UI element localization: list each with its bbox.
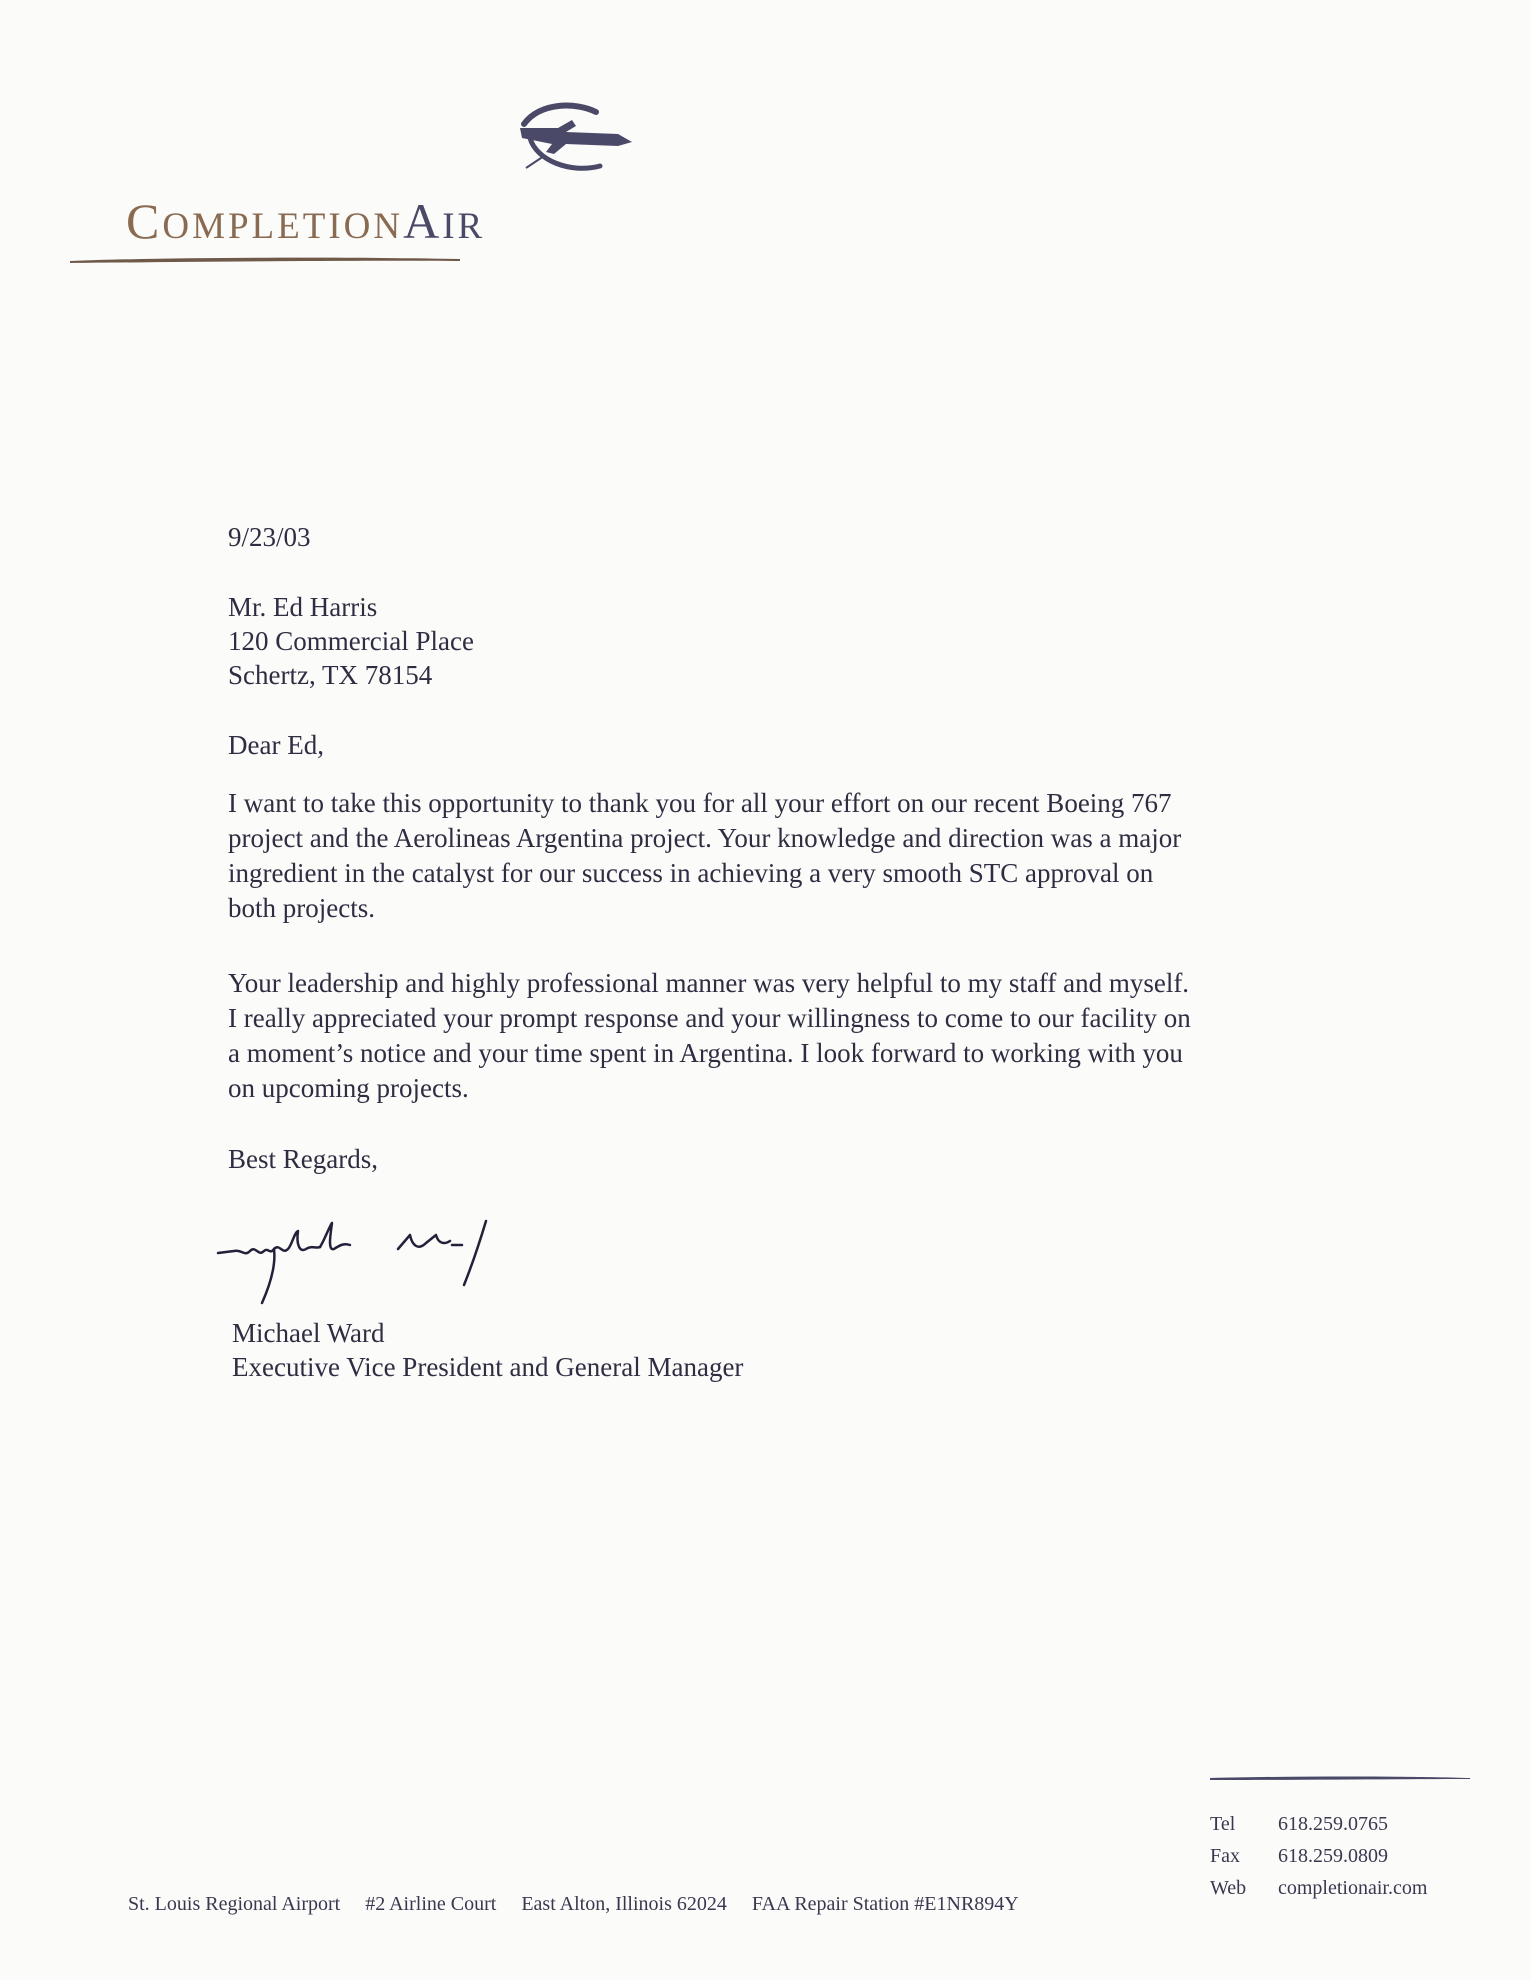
signer-title: Executive Vice President and General Manager [232, 1352, 744, 1382]
airplane-orbit-logo-icon [500, 98, 640, 188]
brand-wordmark: COMPLETIONAIR [126, 193, 486, 249]
contact-label: Web [1210, 1877, 1247, 1899]
contact-label: Fax [1210, 1845, 1240, 1867]
recipient-street: 120 Commercial Place [228, 626, 474, 656]
brand-first-rest: OMPLETION [162, 206, 404, 247]
footer-address [128, 1893, 1039, 1916]
contact-label: Tel [1210, 1813, 1236, 1835]
footer-address-airport: St. Louis Regional Airport [128, 1893, 341, 1915]
contact-value: 618.259.0765 [1278, 1813, 1388, 1835]
contact-row-web [1210, 1872, 1427, 1904]
contact-row-fax [1210, 1840, 1427, 1872]
footer-rule [1210, 1775, 1470, 1781]
recipient-city: Schertz, TX 78154 [228, 660, 433, 690]
paragraph-2: Your leadership and highly professional manner was very helpful to my staff and myself. I really appreciated your prompt response and your willingness to come to our facility on a moment’s notice and your time spent in Argentina. I look forward to working with you on upcoming projects. [228, 968, 1191, 1103]
signer-name: Michael Ward [232, 1318, 385, 1348]
letter-date: 9/23/03 [228, 522, 311, 552]
signer-block [232, 1316, 743, 1384]
footer-repair-station: FAA Repair Station #E1NR894Y [751, 1893, 1019, 1915]
brand-underline [70, 255, 460, 265]
contact-row-tel [1210, 1808, 1427, 1840]
footer-address-street: #2 Airline Court [365, 1893, 497, 1915]
contact-value: completionair.com [1278, 1877, 1428, 1899]
recipient-name: Mr. Ed Harris [228, 592, 378, 622]
contact-value: 618.259.0809 [1278, 1845, 1388, 1867]
footer-address-city: East Alton, Illinois 62024 [521, 1893, 727, 1915]
handwritten-signature [212, 1215, 552, 1315]
salutation: Dear Ed, [228, 730, 324, 760]
closing: Best Regards, [228, 1144, 378, 1174]
paragraph-1: I want to take this opportunity to thank you for all your effort on our recent Boeing 767 project and the Aerolineas Argentina project. Your knowledge and direction was a major ingredient in the catalyst for our success in achieving a very smooth STC approval on both projects. [228, 788, 1182, 923]
recipient-address [228, 590, 1328, 692]
contact-info [1210, 1808, 1427, 1904]
